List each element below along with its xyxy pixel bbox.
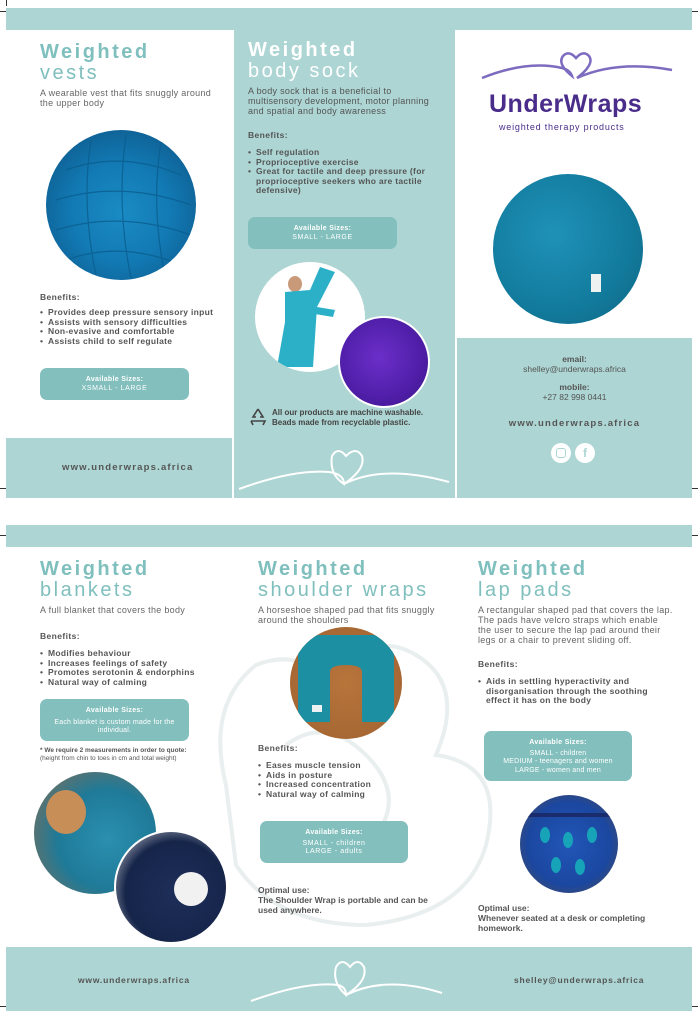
panel-vests — [6, 30, 232, 498]
crop-mark — [692, 535, 698, 536]
shoulder-wrap-photo — [290, 627, 402, 739]
body-sock-benefits-label: Benefits: — [248, 130, 288, 140]
washable-note — [248, 408, 448, 427]
blankets-title: Weighted — [40, 558, 150, 580]
measurement-note-detail: (height from chin to toes in cm and total weight) — [40, 755, 177, 762]
instagram-icon[interactable] — [551, 443, 571, 463]
sizes-line: LARGE - women and men — [515, 766, 601, 774]
body-sock-title: Weighted — [248, 39, 358, 61]
list-item: • Assists child to self regulate — [40, 337, 220, 347]
lap-benefits-list — [478, 677, 674, 706]
facebook-icon[interactable]: f — [575, 443, 595, 463]
lap-description: A rectangular shaped pad that covers the lap. The pads have velcro straps which enable the user to secure the lap pad around their legs or a chair to prevent sliding off. — [478, 605, 673, 645]
list-item: • Self regulation — [248, 148, 444, 158]
list-item: • Assists with sensory difficulties — [40, 318, 220, 328]
shoulder-subtitle: shoulder wraps — [258, 579, 429, 601]
sizes-line: MEDIUM - teenagers and women — [503, 758, 613, 765]
sizes-title: Available Sizes: — [85, 376, 144, 383]
list-item: • Increased concentration — [258, 780, 454, 790]
panel-body-sock — [234, 8, 455, 498]
sizes-line: SMALL - children — [529, 749, 587, 757]
shoulder-benefits-list — [258, 761, 454, 799]
list-item: • Proprioceptive exercise — [248, 158, 444, 168]
list-item: • Aids in posture — [258, 771, 454, 781]
list-item: • Natural way of calming — [258, 790, 454, 800]
list-item: • Provides deep pressure sensory input — [40, 308, 220, 318]
list-item: • Promotes serotonin & endorphins — [40, 668, 228, 678]
navy-blanket-photo — [114, 830, 228, 944]
lap-pad-photo — [520, 795, 618, 893]
lap-benefits-label: Benefits: — [478, 659, 518, 669]
sizes-value: SMALL - LARGE — [292, 233, 353, 241]
logo-text: UnderWraps — [489, 90, 643, 118]
website-link[interactable]: www.underwraps.africa — [78, 975, 190, 985]
website-link[interactable]: www.underwraps.africa — [508, 418, 641, 429]
vest-quilt-pattern-icon — [46, 130, 196, 280]
logo-tagline: weighted therapy products — [499, 122, 625, 132]
sizes-title: Available Sizes: — [305, 829, 363, 836]
lap-optimal-text: Whenever seated at a desk or completing homework. — [478, 913, 646, 933]
crop-mark — [692, 488, 698, 489]
fabric-tag — [591, 274, 601, 292]
blankets-benefits-list — [40, 649, 228, 687]
measurement-note: * We require 2 measurements in order to quote: — [40, 747, 187, 754]
email-link[interactable]: shelley@underwraps.africa — [523, 364, 626, 374]
back-footer — [6, 947, 692, 1011]
vests-title: Weighted — [40, 41, 150, 63]
sizes-title: Available Sizes: — [529, 739, 587, 746]
body-sock-description: A body sock that is a beneficial to multisensory development, motor planning and spatial and body awareness — [248, 86, 430, 116]
website-link[interactable]: www.underwraps.africa — [62, 462, 194, 473]
product-fabric-photo — [493, 174, 643, 324]
heart-swirl-icon — [246, 953, 446, 1007]
list-item: • Aids in settling hyperactivity and disorganisation through the soothing effect it has on the body — [478, 677, 674, 706]
panel-shoulder-wraps — [234, 547, 454, 947]
vests-sizes-box — [40, 368, 189, 400]
email-link[interactable]: shelley@underwraps.africa — [514, 975, 645, 985]
crop-mark — [692, 11, 698, 12]
vests-subtitle: vests — [40, 62, 100, 84]
blankets-benefits-label: Benefits: — [40, 631, 80, 641]
blankets-subtitle: blankets — [40, 579, 135, 601]
sizes-title: Available Sizes: — [85, 707, 144, 714]
logo-heart-icon — [477, 50, 677, 85]
vests-benefits-list — [40, 308, 220, 346]
list-item: • Modifies behaviour — [40, 649, 228, 659]
washable-line: All our products are machine washable. — [272, 408, 424, 417]
body-sock-sizes-box — [248, 217, 397, 249]
lap-title: Weighted — [478, 558, 588, 580]
shoulder-description: A horseshoe shaped pad that fits snuggly around the shoulders — [258, 605, 435, 625]
shoulder-optimal-label: Optimal use: — [258, 885, 310, 895]
top-strip — [6, 525, 692, 547]
shoulder-benefits-label: Benefits: — [258, 743, 298, 753]
sizes-title: Available Sizes: — [293, 225, 352, 232]
purple-sock-photo — [338, 316, 430, 408]
panel-brand — [457, 30, 692, 498]
email-label: email: — [562, 354, 587, 364]
brochure-front — [6, 8, 692, 498]
list-item: • Natural way of calming — [40, 678, 228, 688]
shoulder-optimal-text: The Shoulder Wrap is portable and can be used anywhere. — [258, 895, 428, 915]
sizes-line: LARGE - adults — [305, 848, 363, 855]
mobile-number[interactable]: +27 82 998 0441 — [542, 392, 607, 402]
peacock-pattern-icon — [520, 795, 618, 893]
crop-mark — [692, 1006, 698, 1007]
vest-photo — [46, 130, 196, 280]
heart-swirl-icon — [234, 444, 455, 494]
blankets-description: A full blanket that covers the body — [40, 605, 186, 615]
list-item: • Increases feelings of safety — [40, 659, 228, 669]
horseshoe-pad-icon — [290, 627, 402, 739]
panel-lap-pads — [454, 547, 692, 947]
crop-mark — [6, 0, 7, 6]
list-item: • Great for tactile and deep pressure (for proprioceptive seekers who are tactile defensive) — [248, 167, 444, 196]
brochure-back — [6, 525, 692, 1017]
recyclable-line: Beads made from recyclable plastic. — [272, 417, 411, 427]
sizes-value: XSMALL - LARGE — [81, 384, 148, 392]
mobile-label: mobile: — [559, 382, 590, 392]
lap-optimal-label: Optimal use: — [478, 903, 530, 913]
lap-subtitle: lap pads — [478, 579, 574, 601]
body-sock-benefits-list — [248, 148, 444, 196]
recycle-icon — [248, 408, 268, 431]
panel-blankets — [6, 547, 234, 947]
body-sock-subtitle: body sock — [248, 60, 361, 82]
sizes-value: Each blanket is custom made for the individual. — [54, 718, 175, 734]
lap-sizes-box — [484, 731, 632, 781]
vests-description: A wearable vest that fits snuggly around the upper body — [40, 88, 212, 108]
vests-benefits-label: Benefits: — [40, 292, 80, 302]
list-item: • Eases muscle tension — [258, 761, 454, 771]
vests-footer — [6, 438, 232, 498]
list-item: • Non-evasive and comfortable — [40, 327, 220, 337]
shoulder-sizes-box — [260, 821, 408, 863]
shoulder-title: Weighted — [258, 558, 368, 580]
contact-panel — [457, 338, 692, 498]
blankets-sizes-box — [40, 699, 189, 741]
sizes-line: SMALL - children — [302, 839, 366, 847]
